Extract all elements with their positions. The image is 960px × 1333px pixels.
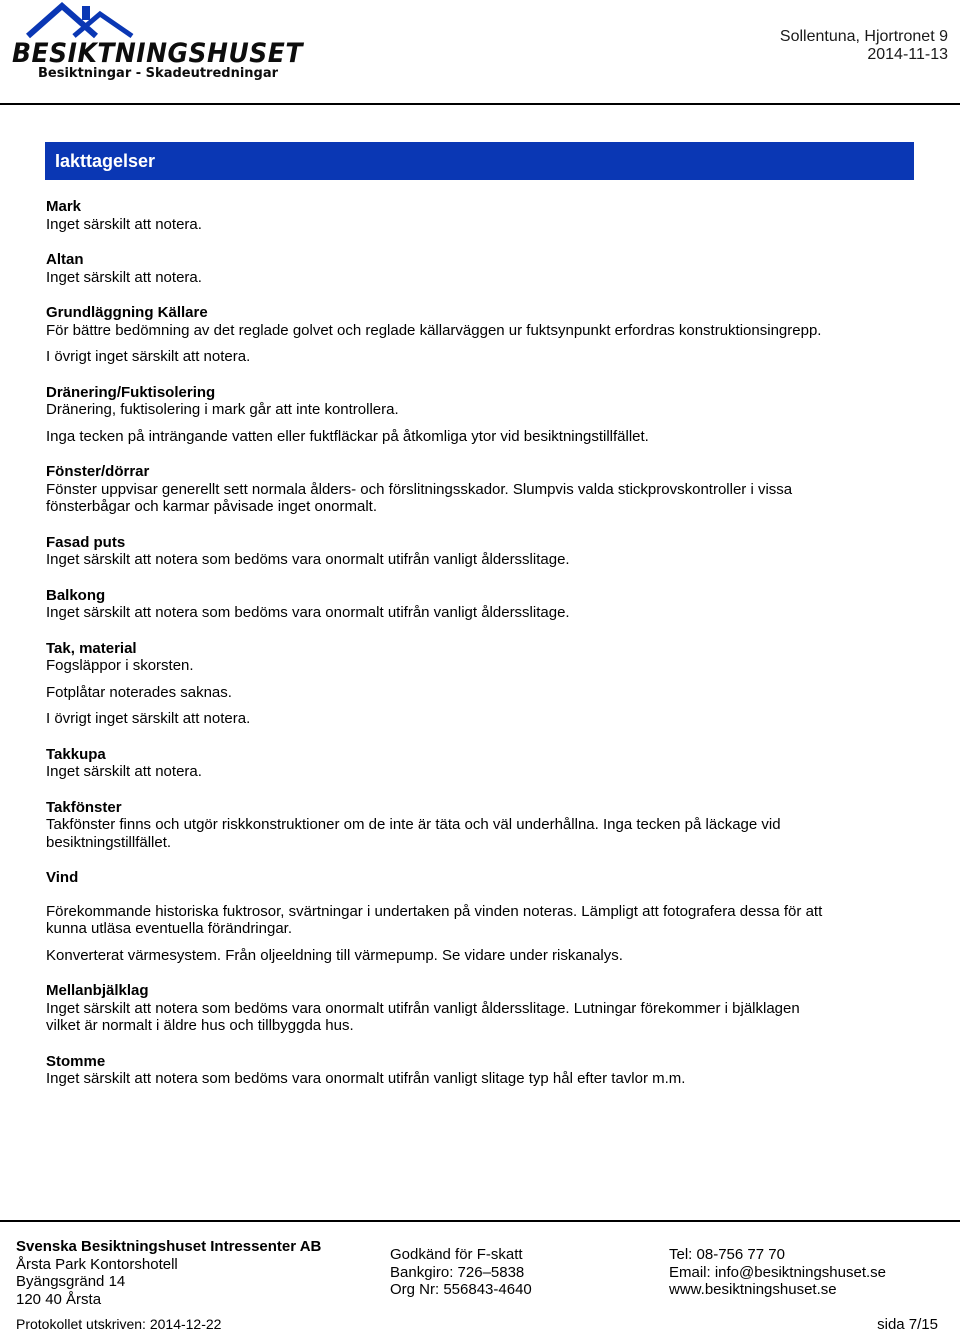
footer-financial-info <box>390 1246 532 1299</box>
footer-printed-date: Protokollet utskriven: 2014-12-22 <box>16 1316 222 1332</box>
observation-item <box>46 304 836 366</box>
observation-item <box>46 799 836 852</box>
observation-text: Inget särskilt att notera som bedöms vara onormalt utifrån vanligt slitage typ hål efter tavlor m.m. <box>46 1070 686 1087</box>
footer-fskatt: Godkänd för F-skatt <box>390 1246 523 1263</box>
observation-text <box>46 887 836 903</box>
observation-title: Takfönster <box>46 798 122 816</box>
footer-address-line: Årsta Park Kontorshotell <box>16 1255 178 1273</box>
observation-title: Fönster/dörrar <box>46 463 150 480</box>
footer-page-number: sida 7/15 <box>877 1316 938 1333</box>
observation-text: Inget särskilt att notera som bedöms vara onormalt utifrån vanligt åldersslitage. Lutningar förekommer i bjälklagen vilket är normalt i äldre hus och tillbyggda hus. <box>46 999 800 1034</box>
footer-bankgiro: Bankgiro: 726–5838 <box>390 1263 525 1281</box>
footer-website-link[interactable]: www.besiktningshuset.se <box>669 1281 837 1298</box>
header-divider <box>0 103 960 105</box>
observation-item <box>46 251 836 286</box>
observation-text: Inget särskilt att notera. <box>46 763 202 780</box>
observation-title: Dränering/Fuktisolering <box>46 383 216 401</box>
observation-text: Fotplåtar noterades saknas. <box>46 683 232 701</box>
observation-text: Dränering, fuktisolering i mark går att inte kontrollera. <box>46 401 399 418</box>
page-header <box>0 0 960 104</box>
observation-title: Takkupa <box>46 745 106 763</box>
observation-item <box>46 869 836 964</box>
footer-company-info <box>16 1238 321 1308</box>
observation-text: Inget särskilt att notera som bedöms vara onormalt utifrån vanligt åldersslitage. <box>46 551 570 568</box>
logo-name: BESIKTNINGSHUSET <box>12 38 303 69</box>
house-roof-icon <box>24 0 144 42</box>
observation-text: Inga tecken på inträngande vatten eller fuktfläckar på åtkomliga ytor vid besiktningstillfället. <box>46 427 649 445</box>
observation-text: I övrigt inget särskilt att notera. <box>46 348 251 365</box>
observation-title: Vind <box>46 869 79 886</box>
observation-text: Inget särskilt att notera. <box>46 268 202 286</box>
footer-orgnr: Org Nr: 556843-4640 <box>390 1281 532 1298</box>
observation-title: Altan <box>46 251 84 268</box>
observation-text: Takfönster finns och utgör riskkonstruktioner om de inte är täta och väl underhållna. Inga tecken på läckage vid besiktningstillfället. <box>46 816 781 851</box>
observation-title: Mark <box>46 198 82 215</box>
footer-address-line: 120 40 Årsta <box>16 1290 102 1308</box>
footer-divider <box>0 1220 960 1222</box>
logo-tagline: Besiktningar - Skadeutredningar <box>38 66 279 81</box>
observation-title: Grundläggning Källare <box>46 304 208 321</box>
observation-item <box>46 534 836 569</box>
header-info <box>780 28 948 64</box>
observation-text: Konverterat värmesystem. Från oljeeldning till värmepump. Se vidare under riskanalys. <box>46 946 623 964</box>
section-title-bar: Iakttagelser <box>45 142 914 180</box>
observation-title: Balkong <box>46 586 106 604</box>
footer-address-line: Byängsgränd 14 <box>16 1273 126 1290</box>
observation-item <box>46 463 836 516</box>
observation-text: Fönster uppvisar generellt sett normala ålders- och förslitningsskador. Slumpvis valda stickprovskontroller i vissa fönsterbågar och karmar påvisade inget onormalt. <box>46 480 793 515</box>
observation-item <box>46 198 836 233</box>
observation-text: I övrigt inget särskilt att notera. <box>46 710 251 727</box>
observation-item <box>46 746 836 781</box>
observation-title: Mellanbjälklag <box>46 982 149 999</box>
observation-text: Fogsläppor i skorsten. <box>46 657 194 674</box>
observation-text: Inget särskilt att notera. <box>46 215 202 233</box>
observation-item <box>46 1053 836 1088</box>
observation-item <box>46 384 836 446</box>
observation-item <box>46 640 836 728</box>
footer-contact-info <box>669 1246 886 1299</box>
observation-title: Stomme <box>46 1052 106 1070</box>
header-date: 2014-11-13 <box>867 46 948 63</box>
observation-text: Inget särskilt att notera som bedöms vara onormalt utifrån vanligt åldersslitage. <box>46 604 570 621</box>
footer-phone: Tel: 08-756 77 70 <box>669 1246 785 1263</box>
page-footer <box>0 1220 960 1332</box>
footer-email[interactable]: Email: info@besiktningshuset.se <box>669 1263 887 1281</box>
observation-title: Fasad puts <box>46 533 126 551</box>
observation-title: Tak, material <box>46 639 137 657</box>
header-location: Sollentuna, Hjortronet 9 <box>779 28 948 45</box>
observation-text: Förekommande historiska fuktrosor, svärtningar i undertaken på vinden noteras. Lämpligt att fotografera dessa för att kunna utläsa eventuella förändringar. <box>46 902 823 937</box>
observations-list <box>46 198 836 1106</box>
observation-item <box>46 587 836 622</box>
company-logo <box>10 0 330 86</box>
footer-company-name: Svenska Besiktningshuset Intressenter AB <box>16 1238 322 1255</box>
observation-item <box>46 982 836 1035</box>
observation-text: För bättre bedömning av det reglade golvet och reglade källarväggen ur fuktsynpunkt erfordras konstruktionsingrepp. <box>46 321 822 339</box>
